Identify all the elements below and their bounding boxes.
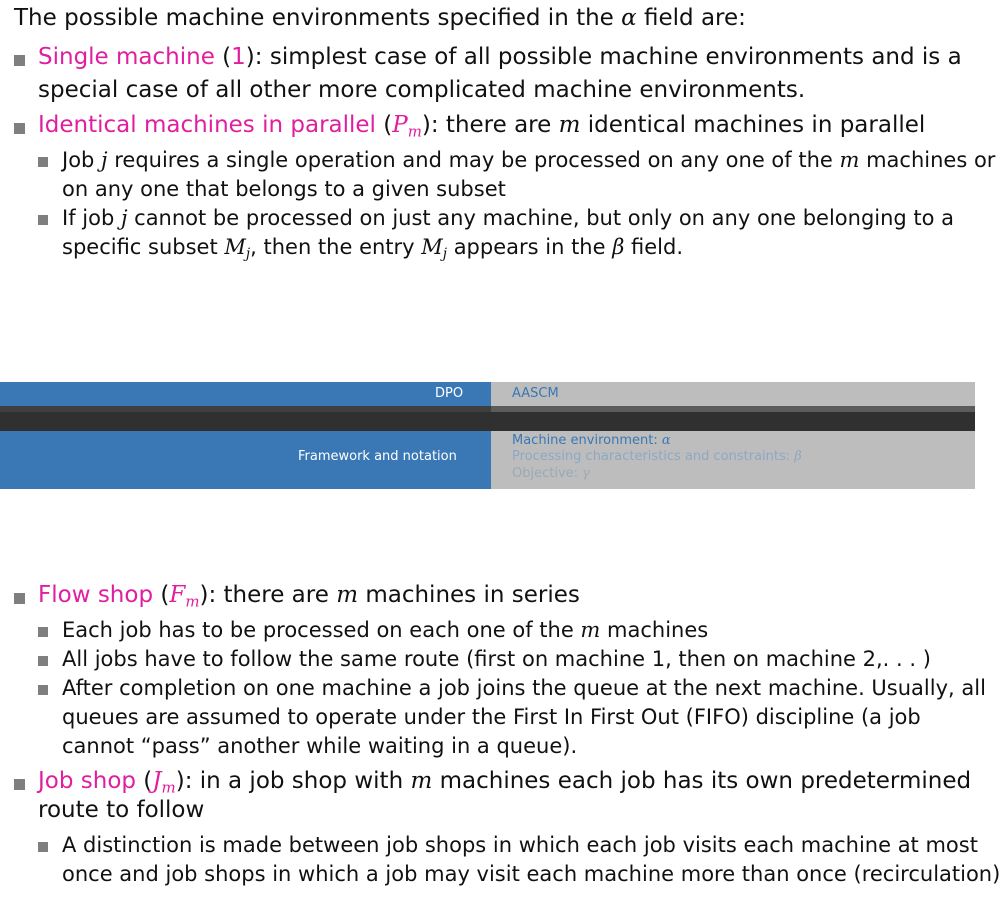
bullet-square (14, 593, 25, 604)
bullet-square (38, 842, 48, 852)
bullet-square (38, 627, 48, 637)
bullet-square (38, 215, 48, 225)
short-title[interactable]: DPO (435, 386, 464, 401)
subsection-objective[interactable]: Objective: γ (512, 466, 590, 481)
band-dark-strip (0, 412, 975, 431)
bullet-square (14, 779, 25, 790)
intro-text: The possible machine environments specified in the α field are: (14, 5, 746, 31)
bullet-square (38, 157, 48, 167)
subsection-processing-characteristics[interactable]: Processing characteristics and constraints: β (512, 449, 802, 464)
band-top-left (0, 382, 491, 406)
band-top-right (491, 382, 975, 406)
section-title[interactable]: Framework and notation (298, 449, 457, 464)
bullet-square (38, 656, 48, 666)
bullet-square (14, 123, 25, 134)
subsection-machine-environment[interactable]: Machine environment: α (512, 433, 671, 448)
short-author[interactable]: AASCM (512, 386, 559, 401)
bullet-square (38, 685, 48, 695)
bullet-square (14, 55, 25, 66)
slide-headline-band (0, 382, 975, 489)
